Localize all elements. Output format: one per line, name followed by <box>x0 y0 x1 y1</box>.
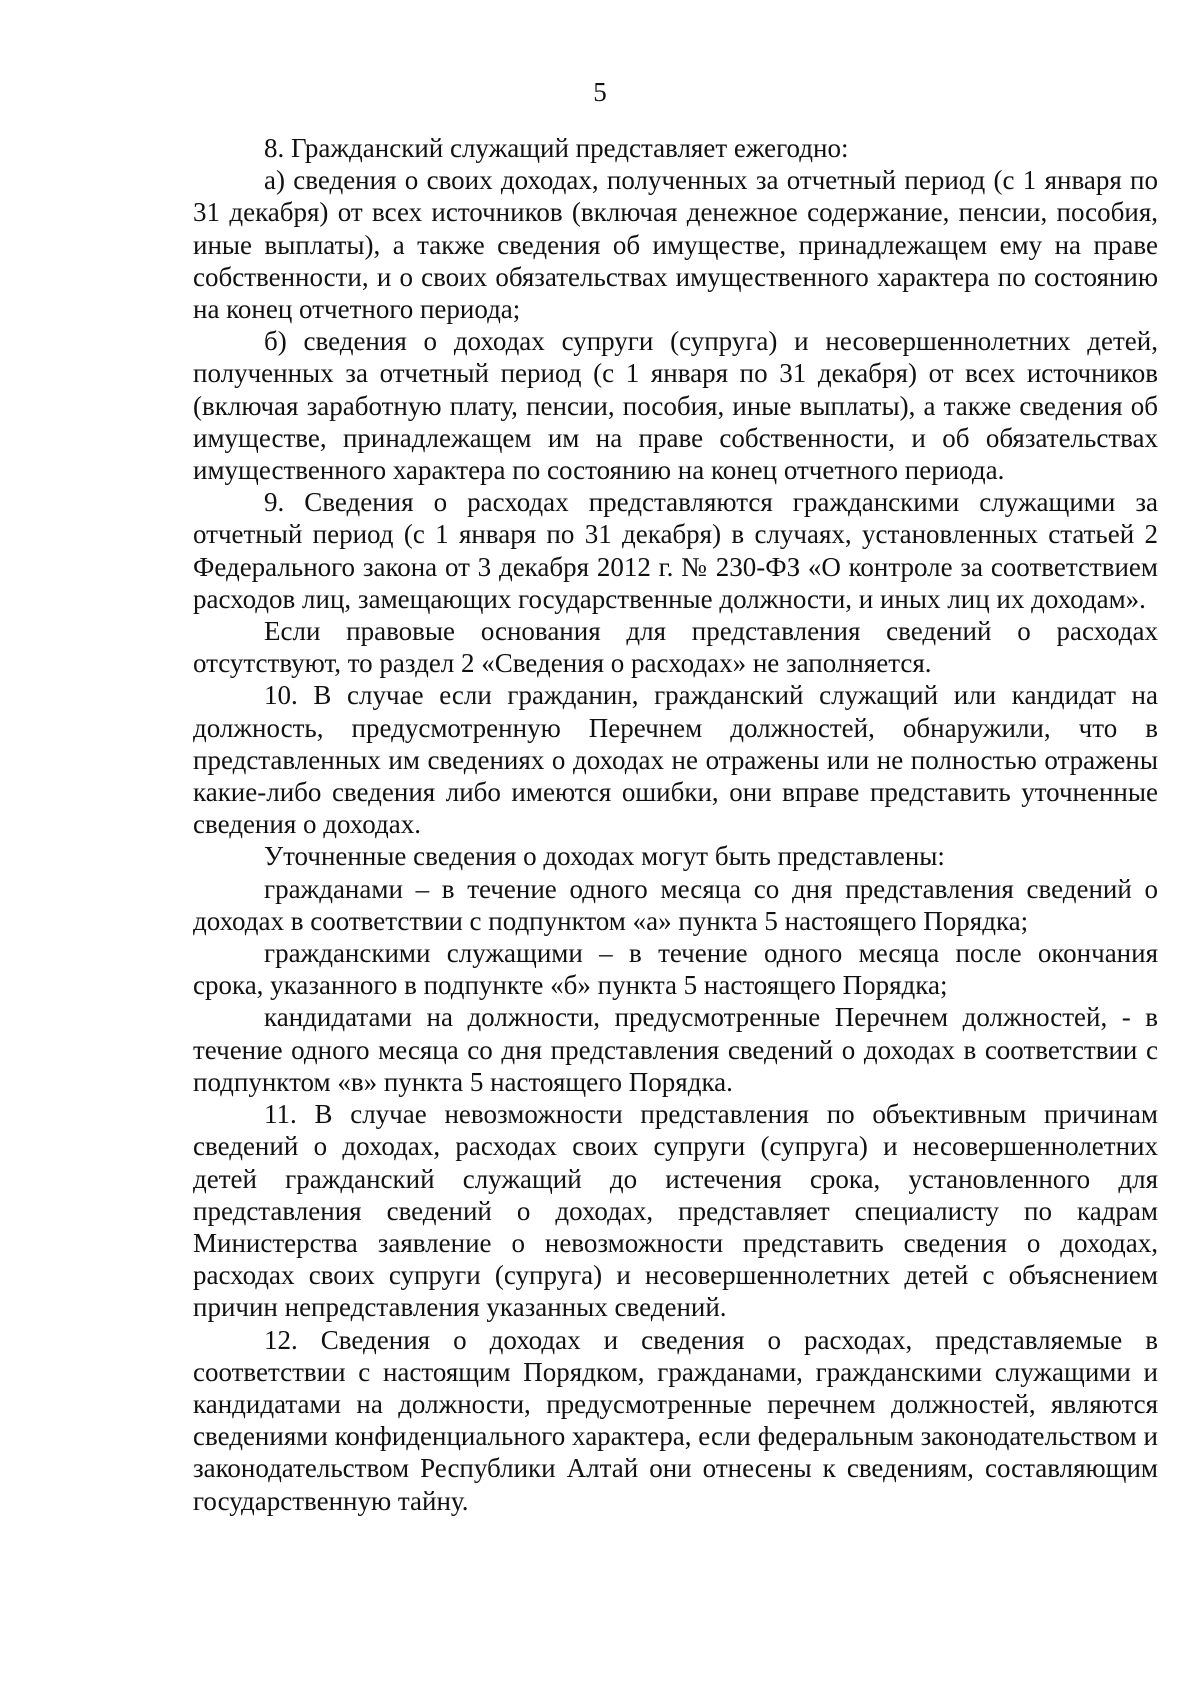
paragraph-item-11: 11. В случае невозможности представления по объективным причинам сведений о доходах, расходах своих супруги (супруга) и несовершеннолетних детей гражданский служащий до истечения срока, установленного для представления сведений о доходах, представляет специалисту по кадрам Министерства заявление о невозможности представить сведения о доходах, расходах своих супруги (супруга) и несовершеннолетних детей с объяснением причин непредставления указанных сведений. <box>193 1099 1158 1323</box>
paragraph-item-9-note: Если правовые основания для представления сведений о расходах отсутствуют, то раздел 2 «Сведения о расходах» не заполняется. <box>193 616 1158 679</box>
paragraph-subitem-b: б) сведения о доходах супруги (супруга) и несовершеннолетних детей, полученных за отчетный период (с 1 января по 31 декабря) от всех источников (включая заработную плату, пенсии, пособия, иные выплаты), а также сведения об имуществе, принадлежащем им на праве собственности, и об обязательствах имущественного характера по состоянию на конец отчетного периода. <box>193 326 1158 486</box>
paragraph-item-9: 9. Сведения о расходах представляются гражданскими служащими за отчетный период (с 1 января по 31 декабря) в случаях, установленных статьей 2 Федерального закона от 3 декабря 2012 г. № 230-ФЗ «О контроле за соответствием расходов лиц, замещающих государственные должности, и иных лиц их доходам». <box>193 487 1158 614</box>
document-body <box>193 132 1158 1517</box>
paragraph-item-10: 10. В случае если гражданин, гражданский служащий или кандидат на должность, предусмотренную Перечнем должностей, обнаружили, что в представленных им сведениях о доходах не отражены или не полностью отражены какие-либо сведения либо имеются ошибки, они вправе представить уточненные сведения о доходах. <box>193 680 1158 840</box>
paragraph-subitem-a: а) сведения о своих доходах, полученных за отчетный период (с 1 января по 31 декабря) от всех источников (включая денежное содержание, пенсии, пособия, иные выплаты), а также сведения об имуществе, принадлежащем ему на праве собственности, и о своих обязательствах имущественного характера по состоянию на конец отчетного периода; <box>193 165 1158 325</box>
paragraph-item-10-citizens: гражданами – в течение одного месяца со дня представления сведений о доходах в соответствии с подпунктом «а» пункта 5 настоящего Порядка; <box>193 873 1158 936</box>
paragraph-item-12: 12. Сведения о доходах и сведения о расходах, представляемые в соответствии с настоящим Порядком, гражданами, гражданскими служащими и кандидатами на должности, предусмотренные перечнем должностей, являются сведениями конфиденциального характера, если федеральным законодательством и законодательством Республики Алтай они отнесены к сведениям, составляющим государственную тайну. <box>193 1324 1158 1516</box>
paragraph-item-10-civil-servants: гражданскими служащими – в течение одного месяца после окончания срока, указанного в подпункте «б» пункта 5 настоящего Порядка; <box>193 938 1158 1001</box>
page-number: 5 <box>593 77 607 107</box>
paragraph-item-8: 8. Гражданский служащий представляет ежегодно: <box>264 133 849 163</box>
paragraph-item-10-candidates: кандидатами на должности, предусмотренные Перечнем должностей, - в течение одного месяца со дня представления сведений о доходах в соответствии с подпунктом «в» пункта 5 настоящего Порядка. <box>193 1002 1158 1097</box>
paragraph-item-10-intro: Уточненные сведения о доходах могут быть представлены: <box>264 841 945 872</box>
